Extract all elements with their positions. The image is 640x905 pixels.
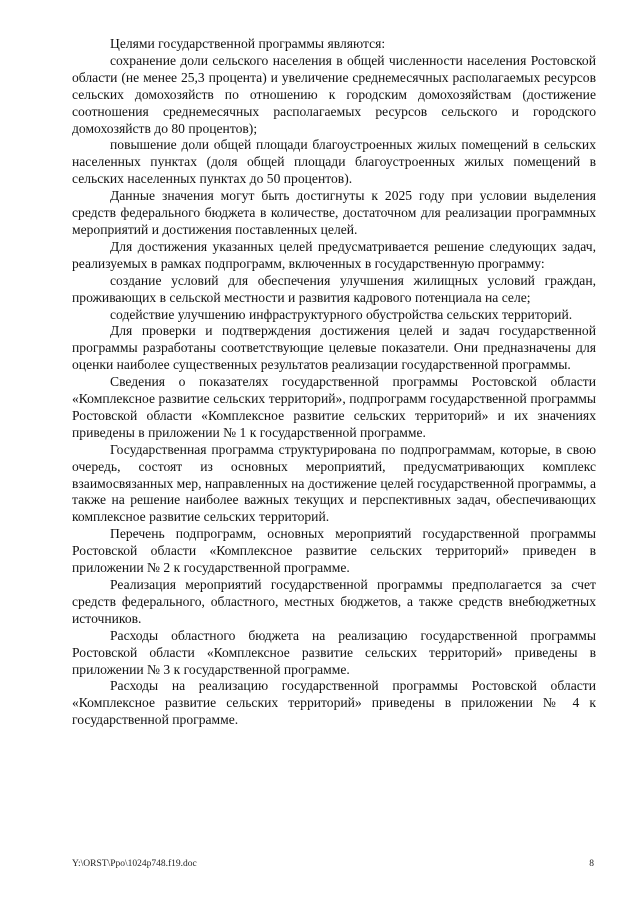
page-number: 8: [589, 859, 594, 869]
page-footer: [72, 857, 596, 871]
paragraph-expenses-appendix-4: Расходы на реализацию государственной программы Ростовской области «Комплексное развитие сельских территорий» приведены в приложении № 4 к государственной программе.: [72, 678, 596, 728]
paragraph-goal-housing-area: повышение доли общей площади благоустроенных жилых помещений в сельских населенных пунктах (доля общей площади благоустроенных жилых помещений в сельских населенных пунктах до 50 процентов).: [72, 137, 596, 187]
paragraph-tasks-intro: Для достижения указанных целей предусматривается решение следующих задач, реализуемых в рамках подпрограмм, включенных в государственную программу:: [72, 238, 596, 271]
footer-file-path: Y:\ORST\Ppo\1024p748.f19.doc: [72, 859, 197, 869]
document-body: [72, 36, 596, 729]
paragraph-goal-rural-population: сохранение доли сельского населения в общей численности населения Ростовской области (не менее 25,3 процента) и увеличение среднемесячных располагаемых ресурсов сельских домохозяйств по отношению к городским домохозяйствам (достижение соотношения среднемесячных располагаемых ресурсов сельского и городского домохозяйств до 80 процентов);: [72, 52, 596, 136]
paragraph-funding-sources: Реализация мероприятий государственной программы предполагается за счет средств федерального, областного, местных бюджетов, а также средств внебюджетных источников.: [72, 577, 596, 626]
paragraph-2025-condition: Данные значения могут быть достигнуты к 2025 году при условии выделения средств федерального бюджета в количестве, достаточном для реализации программных мероприятий и достижения поставленных целей.: [72, 188, 596, 237]
paragraph-goals-intro: Целями государственной программы являются:: [110, 36, 386, 51]
paragraph-target-indicators: Для проверки и подтверждения достижения целей и задач государственной программы разработаны соответствующие целевые показатели. Они предназначены для оценки наиболее существенных результатов реализации государственной программы.: [72, 323, 596, 373]
paragraph-task-housing-conditions: создание условий для обеспечения улучшения жилищных условий граждан, проживающих в сельской местности и развития кадрового потенциала на селе;: [72, 272, 596, 305]
paragraph-subprograms-appendix-2: Перечень подпрограмм, основных мероприятий государственной программы Ростовской области «Комплексное развитие сельских территорий» приведен в приложении № 2 к государственной программе.: [72, 526, 596, 576]
paragraph-task-infrastructure: содействие улучшению инфраструктурного обустройства сельских территорий.: [110, 306, 573, 322]
paragraph-regional-budget-appendix-3: Расходы областного бюджета на реализацию государственной программы Ростовской области «Комплексное развитие сельских территорий» приведены в приложении № 3 к государственной программе.: [72, 627, 596, 677]
paragraph-indicators-appendix-1: Сведения о показателях государственной программы Ростовской области «Комплексное развитие сельских территорий», подпрограмм государственной программы Ростовской области «Комплексное развитие сельских территорий» и их значениях приведены в приложении № 1 к государственной программе.: [72, 374, 596, 440]
paragraph-program-structure: Государственная программа структурирована по подпрограммам, которые, в свою очередь, состоят из основных мероприятий, предусматривающих комплекс взаимосвязанных мер, направленных на достижение целей государственной программы, а также на решение наиболее важных текущих и перспективных задач, обеспечивающих комплексное развитие сельских территорий.: [72, 441, 596, 525]
